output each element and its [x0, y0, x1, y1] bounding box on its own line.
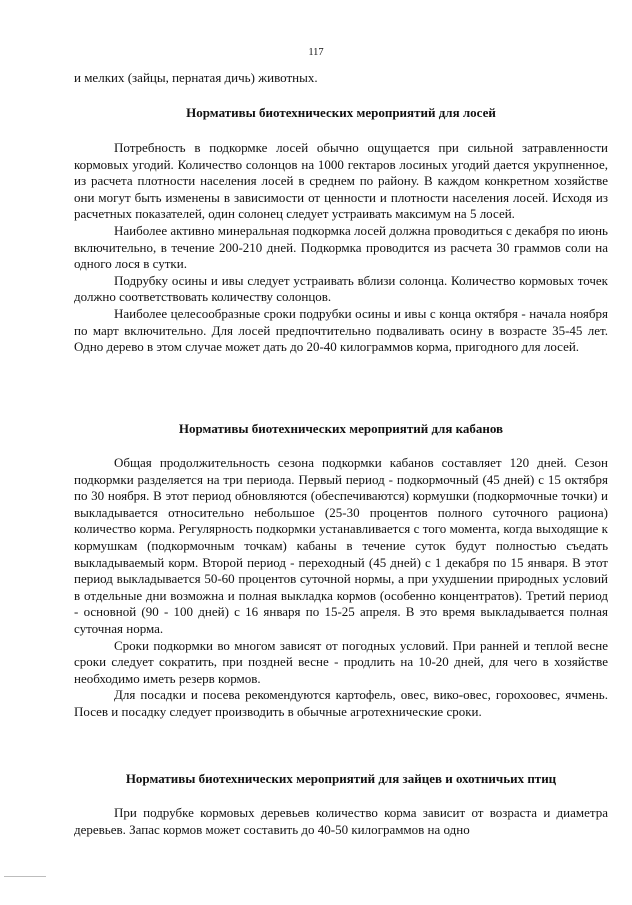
paragraph: Наиболее активно минеральная подкормка лосей должна проводиться с декабря по июнь включительно, в течение 200-210 дней. Подкормка проводится из расчета 30 граммов соли на одного лося в сутки. — [74, 222, 608, 272]
intro-block — [74, 70, 608, 87]
paragraph: Подрубку осины и ивы следует устраивать вблизи солонца. Количество кормовых точек должно соответствовать количеству солонцов. — [74, 272, 608, 305]
section-heading-boar: Нормативы биотехнических мероприятий для кабанов — [178, 421, 504, 436]
page-number: 117 — [308, 47, 324, 58]
section-heading-hares-birds: Нормативы биотехнических мероприятий для зайцев и охотничьих птиц — [125, 771, 557, 786]
section-body-boar — [74, 455, 608, 721]
intro-line: и мелких (зайцы, пернатая дичь) животных. — [74, 70, 318, 85]
paragraph: Потребность в подкормке лосей обычно ощущается при сильной затравленности кормовых угодий. Количество солонцов на 1000 гектаров лосиных угодий дается укрупненное, из расчета плотности населения лосей в среднем по району. В каждом конкретном хозяйстве они могут быть изменены в зависимости от ценности и плотности населения лосей. Исходя из расчетных показателей, один солонец следует устраивать максимум на 5 лосей. — [74, 140, 608, 222]
paragraph: Сроки подкормки во многом зависят от погодных условий. При ранней и теплой весне сроки следует сократить, при поздней весне - продлить на 10-20 дней, для чего в хозяйстве необходимо иметь резерв кормов. — [74, 637, 608, 686]
section-heading-moose: Нормативы биотехнических мероприятий для лосей — [186, 105, 496, 120]
paragraph: Общая продолжительность сезона подкормки кабанов составляет 120 дней. Сезон подкормки разделяется на три периода. Первый период - подкормочный (45 дней) с 15 октября по 30 ноября. В этот период обновляются (обеспечиваются) кормушки (подкормочные точки) и выкладывается относительно небольшое (25-30 процентов полного суточного рациона) количество корма. Регулярность подкормки устанавливается с того момента, когда выходящие к кормушкам (подкормочным точкам) кабаны в течение суток будут полностью съедать выкладываемый корм. Второй период - переходный (45 дней) с 1 декабря по 15 января. В этот период выкладывается 50-60 процентов суточной нормы, а при ухудшении природных условий в отдельные дни возможна и полная выкладка кормов (особенно концентратов). Третий период - основной (90 - 100 дней) с 16 января по 15-25 апреля. В это время выкладывается полная суточная норма. — [74, 455, 608, 636]
paragraph: Для посадки и посева рекомендуются картофель, овес, вико-овес, горохоовес, ячмень. Посев и посадку следует производить в обычные агротехнические сроки. — [74, 687, 608, 719]
paragraph: При подрубке кормовых деревьев количество корма зависит от возраста и диаметра деревьев. Запас кормов может составить до 40-50 килограммов на одно — [74, 805, 608, 837]
paragraph: Наиболее целесообразные сроки подрубки осины и ивы с конца октября - начала ноября по март включительно. Для лосей предпочтительно подваливать осину в возрасте 35-45 лет. Одно дерево в этом случае может дать до 20-40 килограммов корма, пригодного для лосей. — [74, 305, 608, 355]
section-body-hares-birds — [74, 805, 608, 838]
scan-edge-mark — [4, 876, 46, 877]
section-body-moose — [74, 140, 608, 356]
